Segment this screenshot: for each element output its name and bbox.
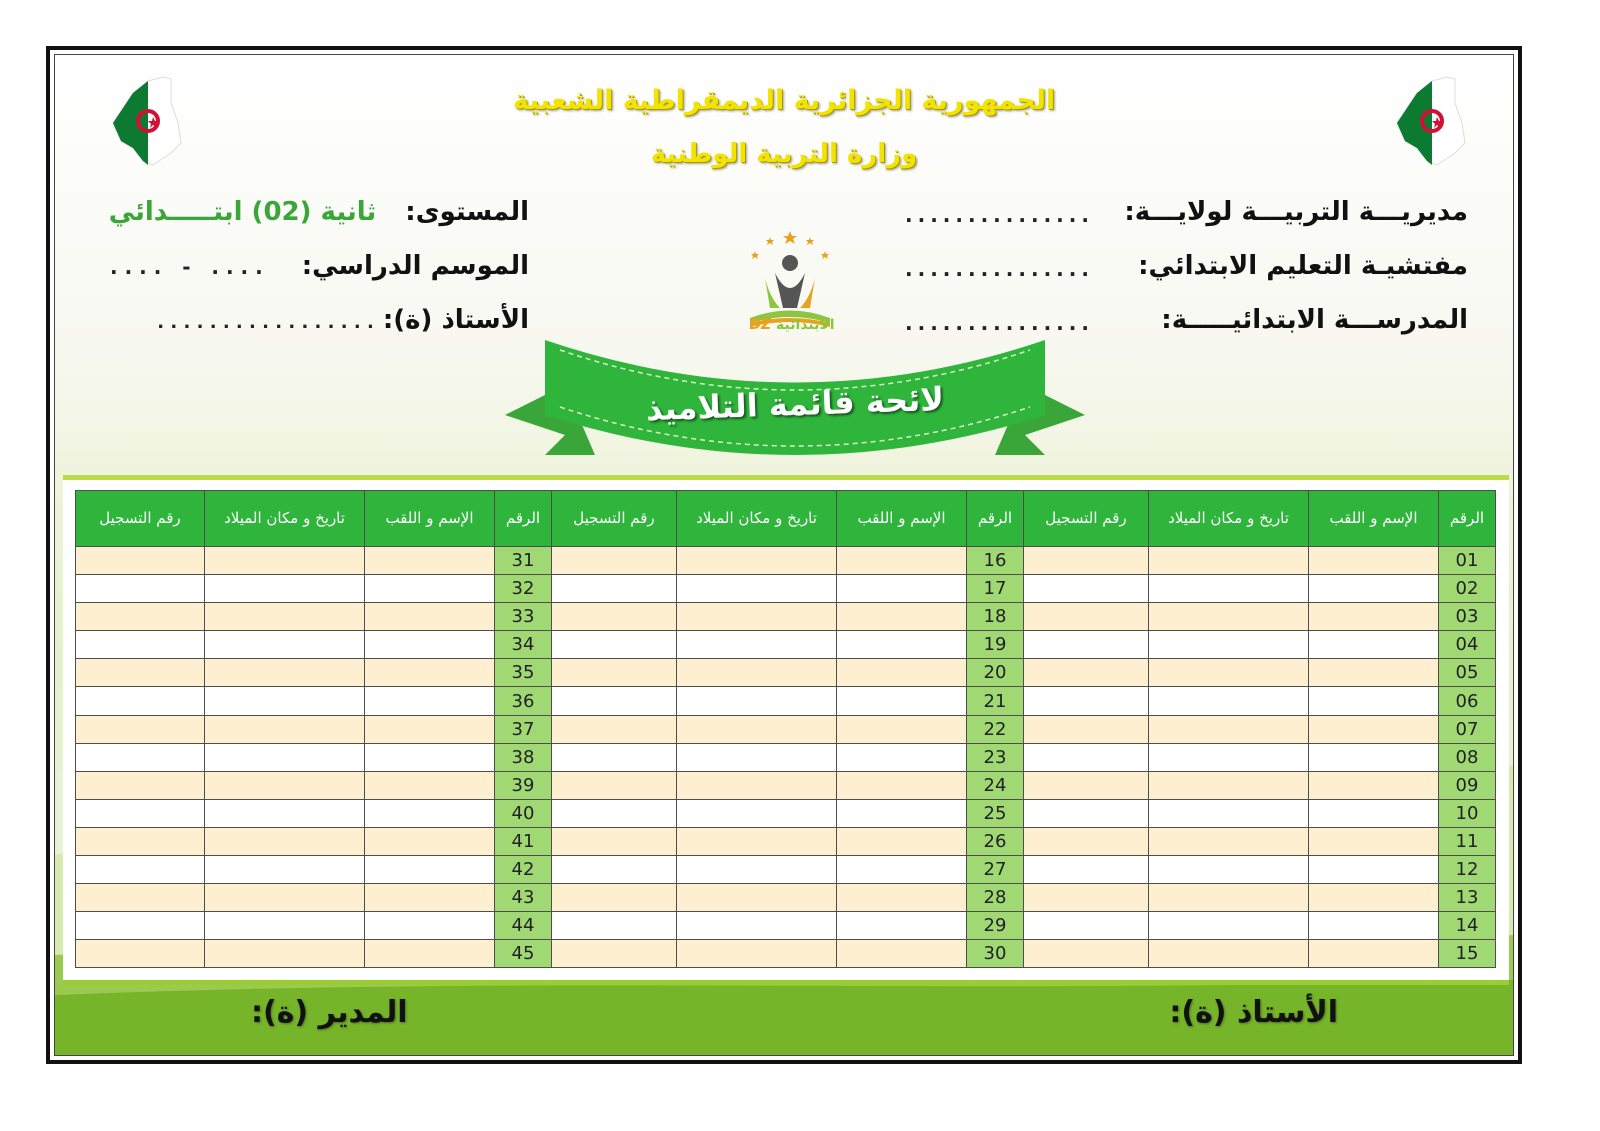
table-row [76, 856, 1496, 884]
ministry-title: وزارة التربية الوطنية [650, 139, 918, 169]
row-number: 28 [967, 884, 1024, 912]
name-cell[interactable] [837, 743, 967, 771]
registration-cell[interactable] [76, 940, 205, 968]
name-cell[interactable] [1309, 940, 1439, 968]
birth-cell[interactable] [677, 912, 837, 940]
birth-cell[interactable] [1149, 603, 1309, 631]
row-number: 05 [1439, 659, 1496, 687]
name-cell[interactable] [837, 884, 967, 912]
registration-cell[interactable] [76, 856, 205, 884]
name-cell[interactable] [1309, 575, 1439, 603]
row-number: 42 [495, 856, 552, 884]
registration-cell[interactable] [1024, 631, 1149, 659]
table-row [76, 687, 1496, 715]
row-number: 07 [1439, 715, 1496, 743]
name-cell[interactable] [365, 659, 495, 687]
registration-cell[interactable] [1024, 827, 1149, 855]
table-row [76, 631, 1496, 659]
name-cell[interactable] [365, 743, 495, 771]
registration-cell[interactable] [552, 827, 677, 855]
registration-cell[interactable] [1024, 687, 1149, 715]
name-cell[interactable] [837, 799, 967, 827]
row-number: 02 [1439, 575, 1496, 603]
name-cell[interactable] [1309, 799, 1439, 827]
table-row [76, 884, 1496, 912]
registration-cell[interactable] [1024, 659, 1149, 687]
birth-cell[interactable] [677, 856, 837, 884]
row-number: 40 [495, 799, 552, 827]
row-number: 14 [1439, 912, 1496, 940]
registration-cell[interactable] [552, 687, 677, 715]
row-number: 17 [967, 575, 1024, 603]
logo-text: الابتدائية [776, 317, 835, 333]
registration-cell[interactable] [76, 631, 205, 659]
header-name: الإسم و اللقب [837, 491, 967, 547]
teacher-signature-label: الأستاذ (ة): [1169, 995, 1338, 1030]
birth-cell[interactable] [677, 659, 837, 687]
students-table-panel [63, 475, 1509, 985]
name-cell[interactable] [365, 575, 495, 603]
name-cell[interactable] [1309, 631, 1439, 659]
logo-caption [735, 317, 855, 333]
name-cell[interactable] [837, 575, 967, 603]
registration-cell[interactable] [552, 603, 677, 631]
row-number: 25 [967, 799, 1024, 827]
registration-cell[interactable] [76, 743, 205, 771]
registration-cell[interactable] [552, 912, 677, 940]
registration-cell[interactable] [552, 884, 677, 912]
registration-cell[interactable] [1024, 940, 1149, 968]
birth-cell[interactable] [205, 743, 365, 771]
table-row [76, 799, 1496, 827]
birth-cell[interactable] [677, 575, 837, 603]
registration-cell[interactable] [1024, 884, 1149, 912]
row-number: 16 [967, 547, 1024, 575]
registration-cell[interactable] [552, 547, 677, 575]
registration-cell[interactable] [76, 603, 205, 631]
registration-cell[interactable] [1024, 912, 1149, 940]
row-number: 32 [495, 575, 552, 603]
birth-cell[interactable] [205, 827, 365, 855]
header-name: الإسم و اللقب [1309, 491, 1439, 547]
row-number: 11 [1439, 827, 1496, 855]
birth-cell[interactable] [677, 743, 837, 771]
registration-cell[interactable] [552, 743, 677, 771]
birth-cell[interactable] [1149, 687, 1309, 715]
name-cell[interactable] [365, 856, 495, 884]
table-row [76, 940, 1496, 968]
header-registration: رقم التسجيل [552, 491, 677, 547]
birth-cell[interactable] [1149, 940, 1309, 968]
header-registration: رقم التسجيل [1024, 491, 1149, 547]
row-number: 08 [1439, 743, 1496, 771]
birth-cell[interactable] [205, 547, 365, 575]
registration-cell[interactable] [76, 687, 205, 715]
name-cell[interactable] [837, 715, 967, 743]
name-cell[interactable] [1309, 743, 1439, 771]
birth-cell[interactable] [1149, 771, 1309, 799]
registration-cell[interactable] [76, 884, 205, 912]
logo-brand: DZ [749, 317, 772, 333]
row-number: 38 [495, 743, 552, 771]
registration-cell[interactable] [552, 659, 677, 687]
season-row [110, 251, 529, 281]
name-cell[interactable] [1309, 856, 1439, 884]
birth-cell[interactable] [205, 884, 365, 912]
page-frame [46, 46, 1522, 1064]
registration-cell[interactable] [1024, 771, 1149, 799]
table-row [76, 743, 1496, 771]
birth-cell[interactable] [677, 631, 837, 659]
row-number: 36 [495, 687, 552, 715]
birth-cell[interactable] [677, 827, 837, 855]
birth-cell[interactable] [677, 547, 837, 575]
birth-cell[interactable] [205, 575, 365, 603]
name-cell[interactable] [365, 687, 495, 715]
row-number: 12 [1439, 856, 1496, 884]
registration-cell[interactable] [1024, 799, 1149, 827]
inspection-field[interactable]: ............... [905, 257, 1094, 281]
header-birth: تاريخ و مكان الميلاد [205, 491, 365, 547]
header-number: الرقم [495, 491, 552, 547]
table-row [76, 575, 1496, 603]
registration-cell[interactable] [1024, 547, 1149, 575]
name-cell[interactable] [365, 827, 495, 855]
row-number: 23 [967, 743, 1024, 771]
header-birth: تاريخ و مكان الميلاد [677, 491, 837, 547]
registration-cell[interactable] [1024, 743, 1149, 771]
school-label: المدرســـة الابتدائيـــــة: [1161, 305, 1468, 335]
birth-cell[interactable] [677, 884, 837, 912]
row-number: 21 [967, 687, 1024, 715]
name-cell[interactable] [1309, 771, 1439, 799]
name-cell[interactable] [365, 940, 495, 968]
name-cell[interactable] [1309, 687, 1439, 715]
name-cell[interactable] [837, 659, 967, 687]
row-number: 45 [495, 940, 552, 968]
teacher-field[interactable]: . . . . . . . . . . . . . . . . . [157, 312, 374, 333]
name-cell[interactable] [837, 912, 967, 940]
birth-cell[interactable] [1149, 659, 1309, 687]
name-cell[interactable] [837, 856, 967, 884]
row-number: 26 [967, 827, 1024, 855]
birth-cell[interactable] [1149, 715, 1309, 743]
birth-cell[interactable] [677, 799, 837, 827]
row-number: 18 [967, 603, 1024, 631]
row-number: 10 [1439, 799, 1496, 827]
name-cell[interactable] [837, 771, 967, 799]
row-number: 34 [495, 631, 552, 659]
birth-cell[interactable] [1149, 884, 1309, 912]
level-row [109, 197, 529, 227]
registration-cell[interactable] [76, 771, 205, 799]
republic-title: الجمهورية الجزائرية الديمقراطية الشعبية [512, 85, 1056, 116]
row-number: 13 [1439, 884, 1496, 912]
row-number: 29 [967, 912, 1024, 940]
season-field[interactable]: . . . . - . . . . [110, 255, 263, 279]
registration-cell[interactable] [552, 575, 677, 603]
table-row [76, 827, 1496, 855]
row-number: 35 [495, 659, 552, 687]
row-number: 06 [1439, 687, 1496, 715]
row-number: 33 [495, 603, 552, 631]
level-label: المستوى: [405, 197, 529, 227]
name-cell[interactable] [365, 631, 495, 659]
name-cell[interactable] [1309, 884, 1439, 912]
name-cell[interactable] [837, 687, 967, 715]
row-number: 22 [967, 715, 1024, 743]
page-inner [54, 54, 1514, 1056]
header-registration: رقم التسجيل [76, 491, 205, 547]
name-cell[interactable] [837, 631, 967, 659]
row-number: 09 [1439, 771, 1496, 799]
row-number: 44 [495, 912, 552, 940]
directorate-field[interactable]: ............... [905, 203, 1094, 227]
list-title: لائحة قائمة التلاميذ [645, 379, 945, 429]
birth-cell[interactable] [205, 940, 365, 968]
name-cell[interactable] [1309, 659, 1439, 687]
registration-cell[interactable] [76, 827, 205, 855]
birth-cell[interactable] [205, 912, 365, 940]
registration-cell[interactable] [552, 631, 677, 659]
teacher-row [157, 305, 529, 335]
name-cell[interactable] [837, 940, 967, 968]
birth-cell[interactable] [1149, 799, 1309, 827]
table-row [76, 603, 1496, 631]
registration-cell[interactable] [76, 799, 205, 827]
birth-cell[interactable] [205, 715, 365, 743]
registration-cell[interactable] [552, 940, 677, 968]
director-signature-label: المدير (ة): [251, 995, 408, 1030]
school-field[interactable]: ............... [905, 311, 1094, 335]
registration-cell[interactable] [1024, 715, 1149, 743]
registration-cell[interactable] [552, 771, 677, 799]
header-number: الرقم [1439, 491, 1496, 547]
row-number: 41 [495, 827, 552, 855]
birth-cell[interactable] [205, 659, 365, 687]
registration-cell[interactable] [76, 659, 205, 687]
table-row [76, 715, 1496, 743]
row-number: 03 [1439, 603, 1496, 631]
row-number: 24 [967, 771, 1024, 799]
registration-cell[interactable] [552, 715, 677, 743]
birth-cell[interactable] [1149, 856, 1309, 884]
birth-cell[interactable] [205, 856, 365, 884]
row-number: 27 [967, 856, 1024, 884]
name-cell[interactable] [837, 603, 967, 631]
name-cell[interactable] [365, 771, 495, 799]
table-row [76, 771, 1496, 799]
name-cell[interactable] [1309, 547, 1439, 575]
registration-cell[interactable] [1024, 603, 1149, 631]
row-number: 30 [967, 940, 1024, 968]
header-birth: تاريخ و مكان الميلاد [1149, 491, 1309, 547]
birth-cell[interactable] [205, 799, 365, 827]
name-cell[interactable] [837, 827, 967, 855]
name-cell[interactable] [365, 603, 495, 631]
season-label: الموسم الدراسي: [301, 251, 529, 281]
birth-cell[interactable] [1149, 631, 1309, 659]
registration-cell[interactable] [76, 575, 205, 603]
birth-cell[interactable] [205, 603, 365, 631]
birth-cell[interactable] [677, 687, 837, 715]
birth-cell[interactable] [1149, 827, 1309, 855]
birth-cell[interactable] [205, 687, 365, 715]
birth-cell[interactable] [1149, 743, 1309, 771]
birth-cell[interactable] [677, 715, 837, 743]
birth-cell[interactable] [1149, 575, 1309, 603]
inspection-label: مفتشيـة التعليم الابتدائي: [1138, 251, 1468, 281]
row-number: 01 [1439, 547, 1496, 575]
row-number: 20 [967, 659, 1024, 687]
registration-cell[interactable] [552, 856, 677, 884]
header-number: الرقم [967, 491, 1024, 547]
name-cell[interactable] [1309, 603, 1439, 631]
registration-cell[interactable] [1024, 575, 1149, 603]
birth-cell[interactable] [677, 771, 837, 799]
birth-cell[interactable] [205, 631, 365, 659]
birth-cell[interactable] [1149, 912, 1309, 940]
table-row [76, 659, 1496, 687]
teacher-label: الأستاذ (ة): [382, 305, 529, 335]
name-cell[interactable] [1309, 912, 1439, 940]
name-cell[interactable] [1309, 715, 1439, 743]
table-row [76, 912, 1496, 940]
registration-cell[interactable] [552, 799, 677, 827]
registration-cell[interactable] [76, 912, 205, 940]
name-cell[interactable] [365, 912, 495, 940]
row-number: 04 [1439, 631, 1496, 659]
name-cell[interactable] [837, 547, 967, 575]
row-number: 15 [1439, 940, 1496, 968]
table-body [76, 547, 1496, 968]
row-number: 31 [495, 547, 552, 575]
name-cell[interactable] [1309, 827, 1439, 855]
registration-cell[interactable] [76, 715, 205, 743]
birth-cell[interactable] [677, 603, 837, 631]
directorate-label: مديريـــة التربيـــة لولايـــة: [1124, 197, 1468, 227]
name-cell[interactable] [365, 547, 495, 575]
students-table [75, 490, 1496, 968]
registration-cell[interactable] [1024, 856, 1149, 884]
row-number: 43 [495, 884, 552, 912]
birth-cell[interactable] [677, 940, 837, 968]
registration-cell[interactable] [76, 547, 205, 575]
table-row [76, 547, 1496, 575]
table-header-row [76, 491, 1496, 547]
row-number: 19 [967, 631, 1024, 659]
row-number: 39 [495, 771, 552, 799]
level-value: ثانية (02) ابتـــــدائي [108, 197, 377, 227]
name-cell[interactable] [365, 799, 495, 827]
name-cell[interactable] [365, 884, 495, 912]
row-number: 37 [495, 715, 552, 743]
name-cell[interactable] [365, 715, 495, 743]
birth-cell[interactable] [205, 771, 365, 799]
header-name: الإسم و اللقب [365, 491, 495, 547]
birth-cell[interactable] [1149, 547, 1309, 575]
